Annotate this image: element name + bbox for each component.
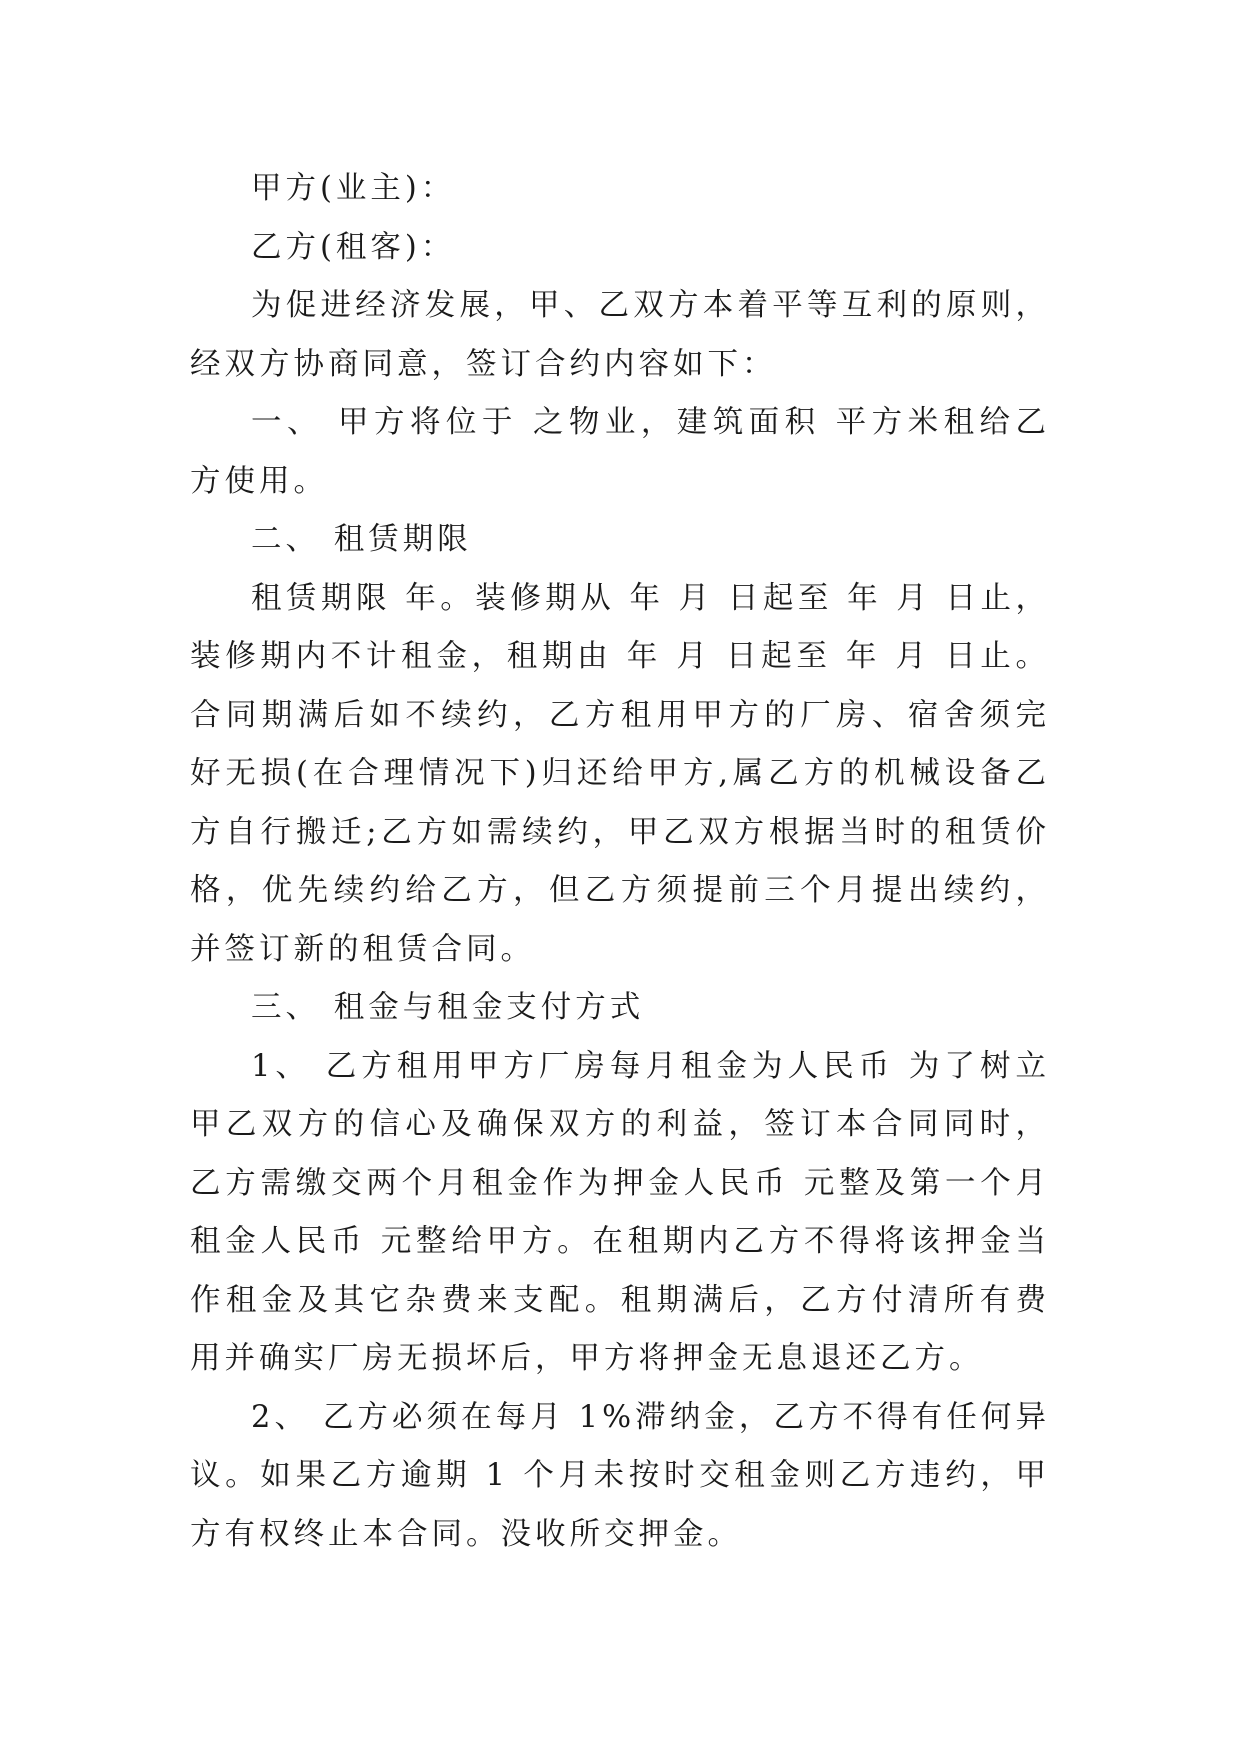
party-a-line: 甲方(业主)：: [251, 171, 456, 206]
clause-2-heading: 二、 租赁期限: [251, 522, 472, 557]
party-b-line: 乙方(租客)：: [251, 229, 456, 265]
document-body: [190, 160, 1050, 1564]
clause-3-item-1: 1、 乙方租用甲方厂房每月租金为人民币 为了树立甲乙双方的信心及确保双方的利益，签订本合同同时，乙方需缴交两个月租金作为押金人民币 元整及第一个月租金人民币 元整给甲方。在租期内乙方不得将该押金当作租金及其它杂费来支配。租期满后，乙方付清所有费用并确实厂房无损坏后，甲方将押金无息退还乙方。: [190, 1048, 1050, 1376]
clause-3-item-2: 2、 乙方必须在每月 1%滞纳金，乙方不得有任何异议。如果乙方逾期 1 个月未按时交租金则乙方违约，甲方有权终止本合同。没收所交押金。: [190, 1399, 1050, 1552]
clause-3-heading: 三、 租金与租金支付方式: [251, 990, 645, 1025]
clause-2-body: 租赁期限 年。装修期从 年 月 日起至 年 月 日止，装修期内不计租金，租期由 年 月 日起至 年 月 日止。合同期满后如不续约，乙方租用甲方的厂房、宿舍须完好无损(在合理情况下)归还给甲方,属乙方的机械设备乙方自行搬迁;乙方如需续约，甲乙双方根据当时的租赁价格，优先续约给乙方，但乙方须提前三个月提出续约，并签订新的租赁合同。: [190, 580, 1050, 967]
preamble-paragraph: 为促进经济发展，甲、乙双方本着平等互利的原则，经双方协商同意，签订合约内容如下：: [190, 288, 1050, 382]
clause-1-property: 一、 甲方将位于 之物业，建筑面积 平方米租给乙方使用。: [190, 405, 1050, 499]
